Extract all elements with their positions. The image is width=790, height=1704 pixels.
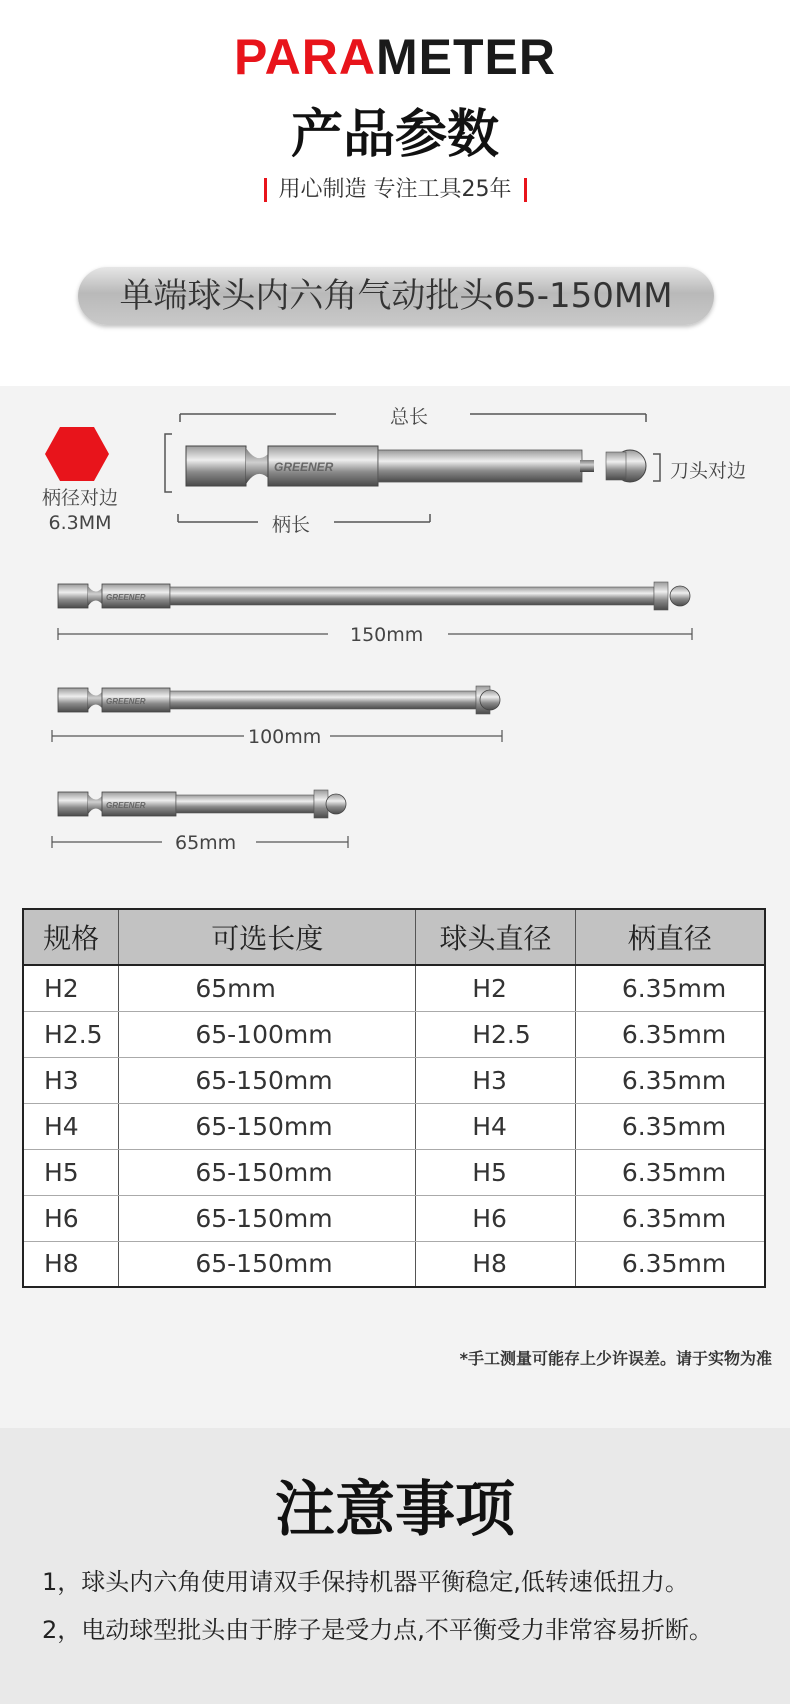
- product-name-banner: 单端球头内六角气动批头65-150MM: [78, 267, 714, 325]
- tip-across-flats-label: 刀头对边: [670, 460, 747, 482]
- table-row: H4 65-150mm H4 6.35mm: [23, 1103, 765, 1149]
- table-row: H2.5 65-100mm H2.5 6.35mm: [23, 1011, 765, 1057]
- table-row: H2 65mm H2 6.35mm: [23, 965, 765, 1011]
- brand-logo: GREENER: [274, 460, 334, 474]
- notice-item-2: 2，电动球型批头由于脖子是受力点,不平衡受力非常容易折断。: [42, 1616, 713, 1644]
- tagline: 用心制造 专注工具25年: [0, 172, 790, 203]
- notice-title: 注意事项: [275, 1475, 515, 1545]
- table-row: H8 65-150mm H8 6.35mm: [23, 1241, 765, 1287]
- diagram-section: [0, 386, 790, 1428]
- notice-section: [0, 1428, 790, 1704]
- notice-item-1: 1，球头内六角使用请双手保持机器平衡稳定,低转速低扭力。: [42, 1568, 689, 1596]
- header-section: [0, 0, 790, 386]
- table-row: H6 65-150mm H6 6.35mm: [23, 1195, 765, 1241]
- length-label-65: 65mm: [175, 832, 237, 854]
- total-length-label: 总长: [390, 406, 429, 428]
- brand-logo: GREENER: [106, 801, 146, 810]
- shank-length-label: 柄长: [272, 514, 311, 536]
- spec-table: [22, 908, 766, 1288]
- page-title: 产品参数: [290, 105, 499, 165]
- length-label-100: 100mm: [248, 726, 322, 748]
- header-shank-diameter: 柄直径: [575, 909, 765, 965]
- shank-across-flats-label: 柄径对边 6.3MM: [41, 487, 118, 534]
- brand-logo: GREENER: [106, 697, 146, 706]
- brand-logo: GREENER: [106, 593, 146, 602]
- annotated-bit: [165, 414, 660, 522]
- table-header-row: [23, 909, 765, 965]
- tagline-bar-right: [524, 178, 527, 202]
- header-length: 可选长度: [119, 909, 416, 965]
- table-row: H5 65-150mm H5 6.35mm: [23, 1149, 765, 1195]
- measurement-note: *手工测量可能存上少许误差。请于实物为准: [459, 1349, 772, 1368]
- table-row: H3 65-150mm H3 6.35mm: [23, 1057, 765, 1103]
- tagline-bar-left: [264, 178, 267, 202]
- header-ball-diameter: 球头直径: [416, 909, 576, 965]
- header-spec: 规格: [23, 909, 119, 965]
- parameter-heading: PARAMETER: [234, 29, 556, 85]
- length-label-150: 150mm: [350, 624, 424, 646]
